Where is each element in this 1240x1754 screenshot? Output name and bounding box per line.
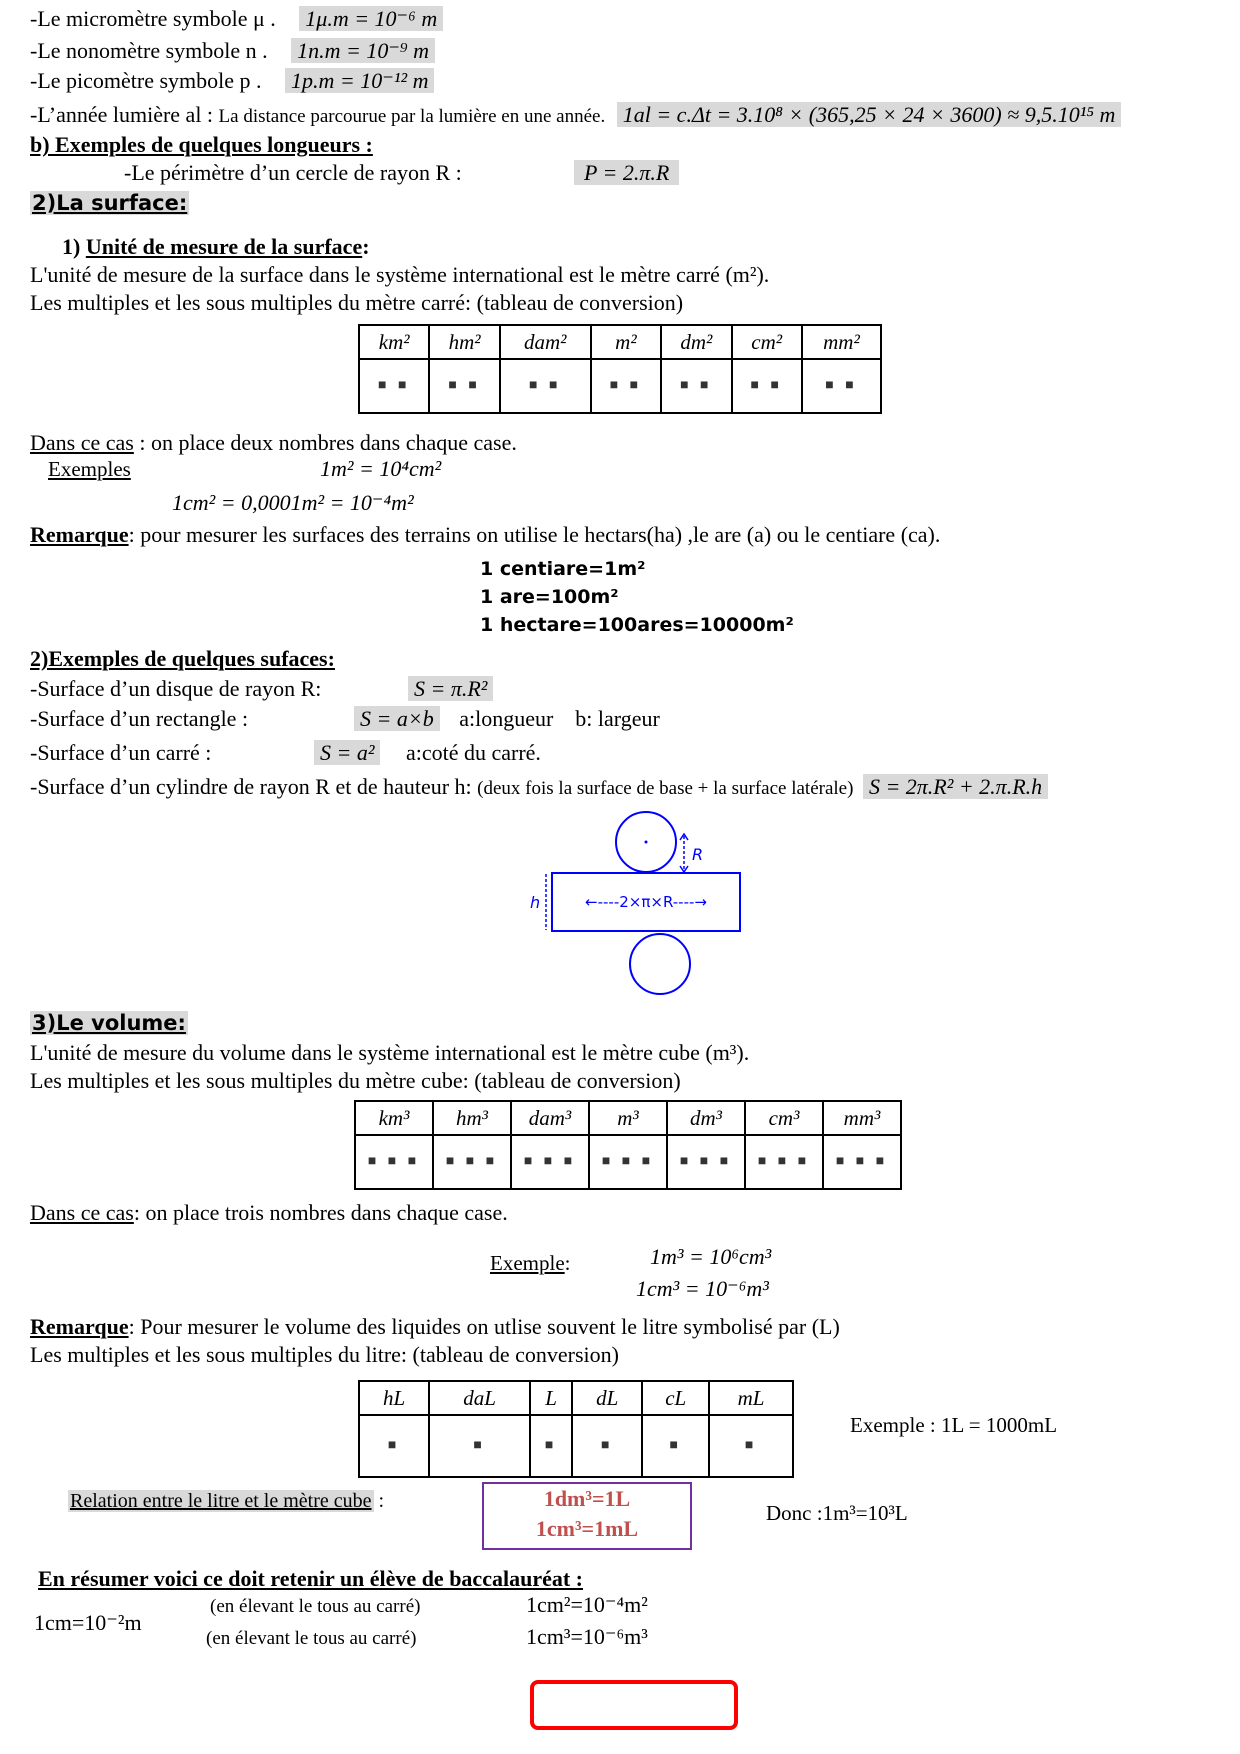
volume-case-label: Dans ce cas xyxy=(30,1200,134,1225)
relation-line-1: 1dm³=1L xyxy=(543,1486,631,1511)
surface-header-m2: m² xyxy=(591,325,661,359)
litre-table-header-row xyxy=(359,1381,793,1415)
litre-example: Exemple : 1L = 1000mL xyxy=(850,1413,1058,1437)
relation-label-wrap xyxy=(68,1488,384,1514)
surface-si-text: L'unité de mesure de la surface dans le système international est le mètre carré (m²). xyxy=(30,262,770,287)
relation-box xyxy=(482,1482,692,1550)
perimeter-formula-wrap xyxy=(574,160,679,186)
square-note: a:coté du carré. xyxy=(405,740,541,765)
nanometre-label: -Le nonomètre symbole n . xyxy=(30,38,268,63)
volume-cell: ■ ■ ■ xyxy=(667,1135,745,1189)
perimeter-formula: P = 2.π.R xyxy=(574,160,679,185)
perimeter-label: -Le périmètre d’un cercle de rayon R : xyxy=(124,160,462,185)
volume-conversion-table xyxy=(354,1100,902,1190)
volume-remark-line xyxy=(30,1314,840,1340)
disk-formula-wrap xyxy=(408,676,493,702)
nanometre-line xyxy=(30,38,435,64)
micrometre-line xyxy=(30,6,443,32)
volume-example-2: 1cm³ = 10⁻⁶m³ xyxy=(636,1276,769,1301)
litre-header-ml: mL xyxy=(709,1381,793,1415)
litre-header-dal: daL xyxy=(429,1381,530,1415)
rect-formula: S = a×b xyxy=(354,706,440,731)
top-center-dot xyxy=(645,841,648,844)
light-year-label: -L’année lumière al : xyxy=(30,102,214,127)
volume-example-colon: : xyxy=(564,1251,571,1275)
square-formula-wrap xyxy=(314,740,541,766)
cylinder-label: -Surface d’un cylindre de rayon R et de hauteur h: xyxy=(30,774,472,799)
cylinder-line xyxy=(30,774,1048,802)
volume-title: 3)Le volume: xyxy=(32,1011,186,1035)
surface-case-text: : on place deux nombres dans chaque case. xyxy=(133,430,517,455)
summary-note-1: (en élevant le tous au carré) xyxy=(210,1596,421,1617)
surface-remark-text: : pour mesurer les surfaces des terrains on utilise le hectars(ha) ,le are (a) ou le centiare (ca). xyxy=(128,522,941,547)
height-label: h xyxy=(530,893,541,912)
light-year-formula: 1al = c.Δt = 3.10⁸ × (365,25 × 24 × 3600) ≈ 9,5.10¹⁵ m xyxy=(617,102,1122,127)
surface-cell: ■ ■ xyxy=(359,359,429,413)
volume-header-cm3: cm³ xyxy=(745,1101,823,1135)
litre-cell: ■ xyxy=(429,1415,530,1477)
surface-case-line xyxy=(30,430,517,456)
volume-cell: ■ ■ ■ xyxy=(433,1135,511,1189)
surface-title-wrap xyxy=(30,190,189,216)
volume-header-mm3: mm³ xyxy=(823,1101,901,1135)
micrometre-formula: 1μ.m = 10⁻⁶ m xyxy=(299,6,443,31)
rect-note: a:longueur b: largeur xyxy=(459,706,660,731)
litre-table-data-row xyxy=(359,1415,793,1477)
surface-cell: ■ ■ xyxy=(661,359,731,413)
surface-unit-label: Unité de mesure de la surface xyxy=(85,234,363,259)
surface-example-2: 1cm² = 0,0001m² = 10⁻⁴m² xyxy=(172,490,414,515)
light-year-desc: La distance parcourue par la lumière en une année. xyxy=(218,106,606,127)
litre-multiples-text: Les multiples et les sous multiples du litre: (tableau de conversion) xyxy=(30,1342,619,1367)
square-label: -Surface d’un carré : xyxy=(30,740,212,765)
litre-cell: ■ xyxy=(359,1415,429,1477)
volume-header-km3: km³ xyxy=(355,1101,433,1135)
surface-header-mm2: mm² xyxy=(802,325,881,359)
volume-si-text: L'unité de mesure du volume dans le système international est le mètre cube (m³). xyxy=(30,1040,750,1065)
volume-example-label: Exemple xyxy=(490,1251,565,1275)
cylinder-net-diagram xyxy=(520,800,760,1010)
litre-header-cl: cL xyxy=(642,1381,709,1415)
volume-example-label-wrap xyxy=(490,1250,570,1276)
volume-case-text: : on place trois nombres dans chaque case. xyxy=(133,1200,508,1225)
surface-multiples-text: Les multiples et les sous multiples du mètre carré: (tableau de conversion) xyxy=(30,290,684,315)
surface-cell: ■ ■ xyxy=(500,359,591,413)
surface-table-header-row xyxy=(359,325,881,359)
surface-remark-label: Remarque xyxy=(30,522,129,547)
disk-label: -Surface d’un disque de rayon R: xyxy=(30,676,322,701)
length-examples-title: b) Exemples de quelques longueurs : xyxy=(30,132,373,157)
nanometre-formula: 1n.m = 10⁻⁹ m xyxy=(291,38,435,63)
hectare-line-2: 1 are=100m² xyxy=(480,586,619,608)
summary-result-2: 1cm³=10⁻⁶m³ xyxy=(526,1624,648,1649)
litre-header-hl: hL xyxy=(359,1381,429,1415)
picometre-formula: 1p.m = 10⁻¹² m xyxy=(285,68,434,93)
relation-colon: : xyxy=(378,1490,385,1512)
volume-header-hm3: hm³ xyxy=(433,1101,511,1135)
hectare-line-1: 1 centiare=1m² xyxy=(480,558,646,580)
volume-cell: ■ ■ ■ xyxy=(745,1135,823,1189)
surface-example-1: 1m² = 10⁴cm² xyxy=(320,456,442,481)
volume-case-line xyxy=(30,1200,508,1226)
disk-formula: S = π.R² xyxy=(408,676,493,701)
surface-examples-label: Exemples xyxy=(48,457,131,481)
surface-unit-colon: : xyxy=(362,234,370,259)
surface-cell: ■ ■ xyxy=(802,359,881,413)
volume-table-data-row xyxy=(355,1135,901,1189)
relation-label: Relation entre le litre et le mètre cube xyxy=(70,1490,372,1512)
bottom-base-circle xyxy=(630,934,690,994)
summary-result-1: 1cm²=10⁻⁴m² xyxy=(526,1592,648,1617)
perimeter-line xyxy=(124,160,462,186)
litre-header-l: L xyxy=(530,1381,572,1415)
relation-line-2: 1cm³=1mL xyxy=(535,1516,639,1541)
litre-cell: ■ xyxy=(572,1415,642,1477)
volume-cell: ■ ■ ■ xyxy=(589,1135,667,1189)
donc-text: Donc :1m³=10³L xyxy=(766,1501,908,1525)
answer-box[interactable] xyxy=(530,1680,738,1730)
volume-cell: ■ ■ ■ xyxy=(355,1135,433,1189)
volume-header-m3: m³ xyxy=(589,1101,667,1135)
surface-case-label: Dans ce cas xyxy=(30,430,134,455)
picometre-line xyxy=(30,68,434,94)
circumference-label: ←----2×π×R----→ xyxy=(585,893,707,911)
litre-conversion-table xyxy=(358,1380,794,1478)
summary-title: En résumer voici ce doit retenir un élève de baccalauréat : xyxy=(38,1566,583,1591)
hectare-line-3: 1 hectare=100ares=10000m² xyxy=(480,614,794,636)
surface-unit-title xyxy=(62,234,370,260)
volume-cell: ■ ■ ■ xyxy=(823,1135,901,1189)
litre-header-dl: dL xyxy=(572,1381,642,1415)
micrometre-label: -Le micromètre symbole μ . xyxy=(30,6,276,31)
surface-unit-num: 1) xyxy=(62,234,81,259)
surface-table-data-row xyxy=(359,359,881,413)
volume-table-header-row xyxy=(355,1101,901,1135)
summary-note-2: (en élevant le tous au carré) xyxy=(206,1628,417,1649)
surface-cell: ■ ■ xyxy=(429,359,499,413)
picometre-label: -Le picomètre symbole p . xyxy=(30,68,262,93)
litre-cell: ■ xyxy=(709,1415,793,1477)
litre-cell: ■ xyxy=(530,1415,572,1477)
surface-header-km2: km² xyxy=(359,325,429,359)
surface-examples-title: 2)Exemples de quelques sufaces: xyxy=(30,646,335,671)
surface-header-hm2: hm² xyxy=(429,325,499,359)
surface-header-cm2: cm² xyxy=(732,325,802,359)
volume-header-dm3: dm³ xyxy=(667,1101,745,1135)
surface-header-dam2: dam² xyxy=(500,325,591,359)
volume-cell: ■ ■ ■ xyxy=(511,1135,589,1189)
volume-example-1: 1m³ = 10⁶cm³ xyxy=(650,1244,772,1269)
radius-label: R xyxy=(692,845,704,864)
litre-cell: ■ xyxy=(642,1415,709,1477)
summary-base: 1cm=10⁻²m xyxy=(34,1610,142,1635)
surface-cell: ■ ■ xyxy=(591,359,661,413)
rect-formula-wrap xyxy=(354,706,660,732)
volume-title-wrap xyxy=(30,1010,188,1036)
surface-header-dm2: dm² xyxy=(661,325,731,359)
volume-remark-label: Remarque xyxy=(30,1314,129,1339)
surface-conversion-table xyxy=(358,324,882,414)
rect-label: -Surface d’un rectangle : xyxy=(30,706,249,731)
cylinder-formula: S = 2π.R² + 2.π.R.h xyxy=(863,774,1048,799)
volume-multiples-text: Les multiples et les sous multiples du mètre cube: (tableau de conversion) xyxy=(30,1068,681,1093)
volume-remark-text: : Pour mesurer le volume des liquides on utlise souvent le litre symbolisé par (L) xyxy=(128,1314,840,1339)
light-year-line xyxy=(30,102,1121,130)
volume-header-dam3: dam³ xyxy=(511,1101,589,1135)
surface-remark-line xyxy=(30,522,940,548)
cylinder-note: (deux fois la surface de base + la surface latérale) xyxy=(477,778,854,799)
square-formula: S = a² xyxy=(314,740,380,765)
surface-title: 2)La surface: xyxy=(32,191,188,215)
surface-cell: ■ ■ xyxy=(732,359,802,413)
